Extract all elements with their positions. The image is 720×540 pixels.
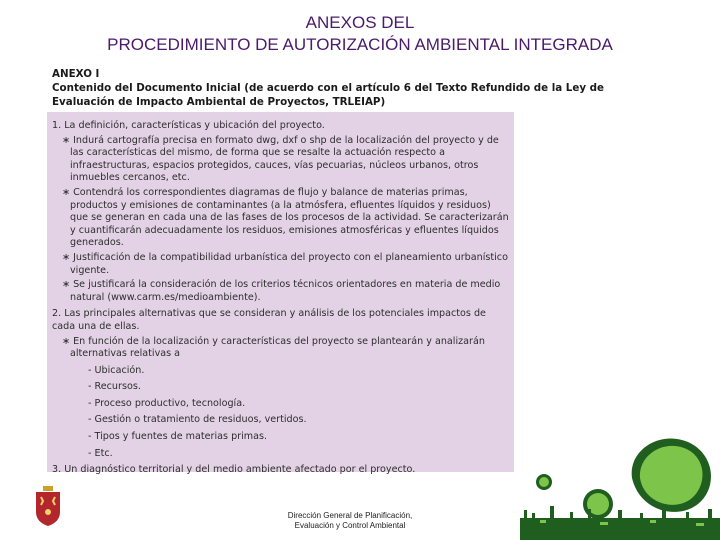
- item-2-list-1: - Ubicación.: [88, 364, 145, 376]
- annex-header: [52, 67, 604, 109]
- region-crest-icon: [30, 484, 66, 534]
- item-2: 2. Las principales alternativas que se consideran y análisis de los potenciales impactos de cada una de ellas.: [52, 308, 486, 332]
- annex-subtitle-line2: Evaluación de Impacto Ambiental de Proyectos, TRLEIAP): [52, 96, 386, 108]
- item-2-list-6: - Etc.: [88, 447, 113, 459]
- crest-caption: ·····: [44, 519, 52, 524]
- item-2-list-2: - Recursos.: [88, 381, 141, 393]
- footer-line2: Evaluación y Control Ambiental: [294, 521, 406, 530]
- item-2-bullet: ∗ En función de la localización y características del proyecto se plantearán y analizarán alternativas relativas a: [62, 335, 485, 360]
- page-title-line2: PROCEDIMIENTO DE AUTORIZACIÓN AMBIENTAL INTEGRADA: [107, 35, 613, 54]
- item-1: 1. La definición, características y ubicación del proyecto.: [52, 120, 325, 131]
- item-1-bullet-4: ∗ Se justificará la consideración de los criterios técnicos orientadores en materia de medio natural (www.carm.es/medioambiente).: [62, 279, 501, 303]
- item-2-list-4: - Gestión o tratamiento de residuos, vertidos.: [88, 414, 307, 426]
- item-3: 3. Un diagnóstico territorial y del medio ambiente afectado por el proyecto.: [52, 464, 416, 476]
- item-1-bullet-3: ∗ Justificación de la compatibilidad urbanística del proyecto con el planeamiento urbanístico vigente.: [62, 251, 508, 276]
- page-title-line1: ANEXOS DEL: [305, 13, 415, 32]
- item-2-list-3: - Proceso productivo, tecnología.: [88, 397, 246, 409]
- item-2-list-5: - Tipos y fuentes de materias primas.: [88, 431, 268, 443]
- annex-content: [52, 120, 510, 477]
- green-bubbles-decoration: [510, 420, 720, 540]
- annex-label: ANEXO I: [52, 68, 100, 80]
- item-1-bullet-2: ∗ Contendrá los correspondientes diagramas de flujo y balance de materias primas, productos y emisiones de contaminantes (a la atmósfera, efluentes líquidos y residuos) que se generan en cada una de las fases de los procesos de la actividad. Se caracterizarán y cuantificarán adecuadamente los residuos, emisiones atmosféricas y efluentes líquidos generados.: [62, 186, 509, 249]
- item-1-bullet-1: ∗ Indurá cartografía precisa en formato dwg, dxf o shp de la localización del proyecto y de las características del mismo, de forma que se resalte la actuación respecto a infraestructuras, espacios protegidos, cauces, vías pecuarias, núcleos urbanos, otros inmuebles cercanos, etc.: [62, 134, 499, 184]
- footer-line1: Dirección General de Planificación,: [287, 511, 413, 520]
- annex-subtitle-line1: Contenido del Documento Inicial (de acuerdo con el artículo 6 del Texto Refundido de la Ley de: [52, 82, 604, 94]
- footer: [270, 511, 430, 531]
